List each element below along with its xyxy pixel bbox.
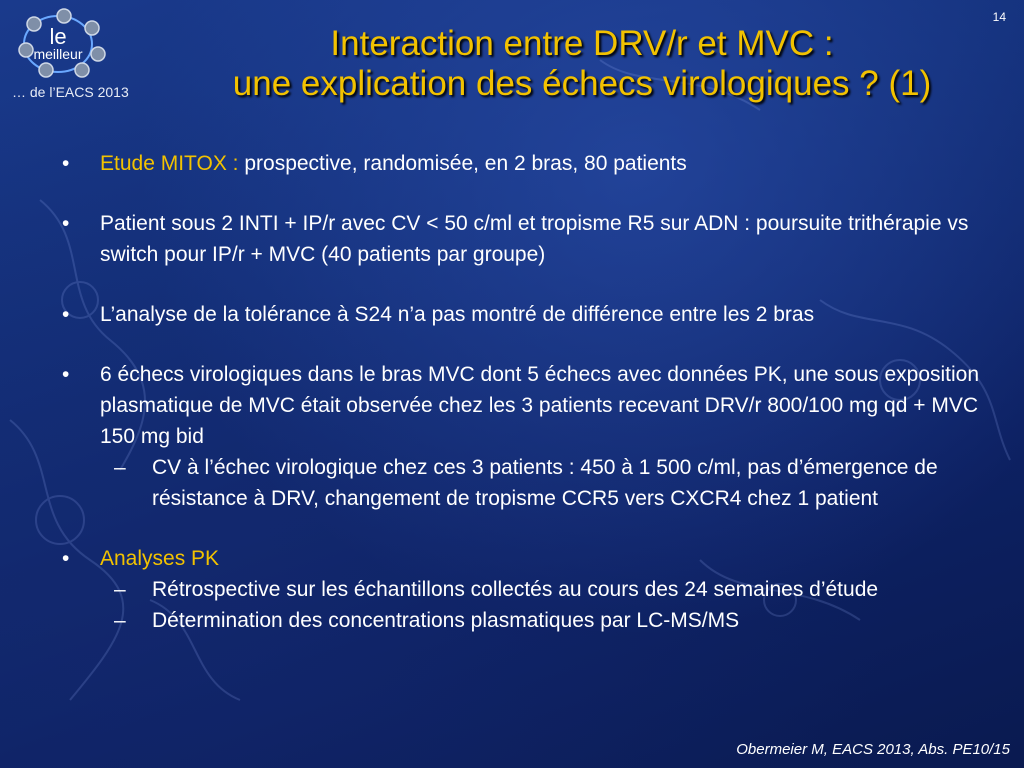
- sub-item-text: Détermination des concentrations plasmatiques par LC-MS/MS: [152, 609, 740, 632]
- bullet-icon: •: [62, 303, 70, 326]
- bullet-highlight: Etude MITOX :: [100, 152, 245, 175]
- bullet-item: [60, 208, 980, 270]
- sub-item: [60, 452, 980, 514]
- dash-icon: –: [114, 578, 126, 601]
- logo-word-meilleur: meilleur: [33, 46, 83, 62]
- bullet-icon: •: [62, 363, 70, 386]
- bullet-text: L’analyse de la tolérance à S24 n’a pas montré de différence entre les 2 bras: [100, 303, 815, 326]
- bullet-item: [60, 543, 980, 574]
- slide-title: [150, 24, 1014, 104]
- bullet-item: [60, 148, 980, 179]
- slide-number: 14: [992, 10, 1006, 24]
- dash-icon: –: [114, 609, 126, 632]
- citation-footer: Obermeier M, EACS 2013, Abs. PE10/15: [736, 741, 1010, 758]
- title-line-2: une explication des échecs virologiques ? (1): [232, 64, 932, 103]
- bullet-item: [60, 359, 980, 452]
- title-line-1: Interaction entre DRV/r et MVC :: [330, 24, 834, 63]
- bullet-highlight: Analyses PK: [100, 547, 220, 570]
- bullet-icon: •: [62, 547, 70, 570]
- sub-item-text: CV à l’échec virologique chez ces 3 patients : 450 à 1 500 c/ml, pas d’émergence de résistance à DRV, changement de tropisme CCR5 vers CXCR4 chez 1 patient: [152, 456, 938, 510]
- bullet-text: prospective, randomisée, en 2 bras, 80 patients: [244, 152, 687, 175]
- slide-body: [60, 148, 980, 636]
- sub-item: [60, 605, 980, 636]
- sub-item: [60, 574, 980, 605]
- bullet-text: Patient sous 2 INTI + IP/r avec CV < 50 c/ml et tropisme R5 sur ADN : poursuite trithérapie vs switch pour IP/r + MVC (40 patients par groupe): [100, 212, 969, 266]
- bullet-icon: •: [62, 152, 70, 175]
- logo-tagline: … de l’EACS 2013: [12, 84, 129, 100]
- sub-item-text: Rétrospective sur les échantillons collectés au cours des 24 semaines d’étude: [152, 578, 879, 601]
- bullet-text: 6 échecs virologiques dans le bras MVC dont 5 échecs avec données PK, une sous exposition plasmatique de MVC était observée chez les 3 patients recevant DRV/r 800/100 mg qd + MVC 150 mg bid: [100, 363, 980, 448]
- bullet-icon: •: [62, 212, 70, 235]
- eacs-logo: [6, 4, 156, 114]
- bullet-item: [60, 299, 980, 330]
- logo-word-le: le: [49, 24, 67, 49]
- dash-icon: –: [114, 456, 126, 479]
